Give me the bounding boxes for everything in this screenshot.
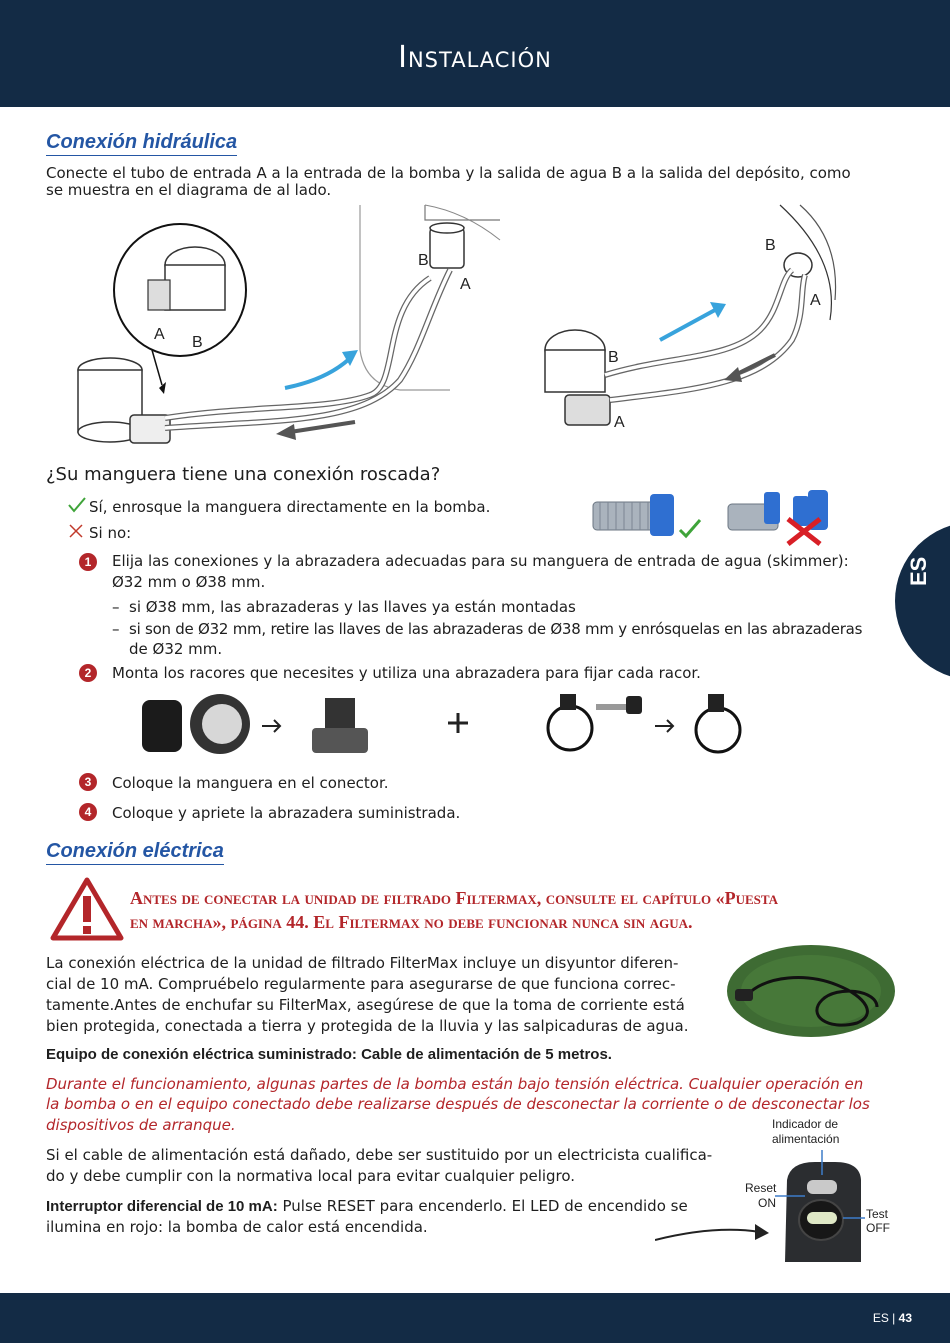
hydraulic-intro-line2: se muestra en el diagrama de al lado. — [46, 181, 332, 199]
step-4-badge: 4 — [79, 803, 97, 821]
caution-line1: Durante el funcionamiento, algunas partes de la bomba están bajo tensión eléctrica. Cualquier operación en — [46, 1075, 864, 1093]
electrical-para-line1: La conexión eléctrica de la unidad de filtrado FilterMax incluye un disyuntor diferen- — [46, 954, 679, 972]
warning-icon — [50, 876, 124, 942]
step-1-badge: 1 — [79, 553, 97, 571]
step-3-text: Coloque la manguera en el conector. — [112, 774, 389, 792]
label-a-right-pump: A — [614, 414, 625, 431]
dash-1-mark: – — [112, 598, 120, 616]
check-icon — [68, 497, 86, 513]
threaded-no: Si no: — [89, 524, 132, 542]
footer-lang: ES — [872, 1311, 889, 1325]
indicator-label-line2: alimentación — [772, 1132, 840, 1146]
hose-connectors-illustration — [588, 484, 838, 554]
threaded-yes: Sí, enrosque la manguera directamente en la bomba. — [89, 498, 491, 516]
dash-2-mark: – — [112, 620, 120, 638]
cross-icon — [68, 523, 84, 539]
step-1-dash1: si Ø38 mm, las abrazaderas y las llaves ya están montadas — [129, 598, 576, 616]
fittings-assembly-illustration — [130, 688, 750, 768]
rcd-bold-label: Interruptor diferencial de 10 mA: — [46, 1198, 278, 1215]
electrical-para-line2: cial de 10 mA. Compruébelo regularmente para asegurarse de que funciona correc- — [46, 975, 676, 993]
footer-bar — [0, 1293, 950, 1343]
step-2-badge: 2 — [79, 664, 97, 682]
threaded-question: ¿Su manguera tiene una conexión roscada? — [46, 464, 441, 485]
footer-page-number: 43 — [898, 1311, 912, 1325]
hydraulic-diagram-right — [530, 200, 850, 440]
label-b-right-pump: B — [608, 349, 619, 366]
power-cable-photo — [727, 945, 895, 1037]
cable-line2: do y debe cumplir con la normativa local para evitar cualquier peligro. — [46, 1167, 576, 1185]
label-b-left: B — [418, 252, 429, 269]
electrical-para-line4: bien protegida, conectada a tierra y protegida de la lluvia y las salpicaduras de agua. — [46, 1017, 689, 1035]
reset-label: Reset — [745, 1181, 777, 1195]
language-side-tab — [895, 522, 950, 680]
hydraulic-intro-line1: Conecte el tubo de entrada A a la entrada de la bomba y la salida de agua B a la salida del depósito, como — [46, 164, 851, 182]
on-label: ON — [758, 1196, 776, 1210]
hydraulic-diagram-left — [70, 200, 510, 450]
step-3-badge: 3 — [79, 773, 97, 791]
indicator-label-line1: Indicador de — [772, 1117, 839, 1131]
page-number — [873, 1311, 912, 1325]
step-1-line1: Elija las conexiones y la abrazadera adecuadas para su manguera de entrada de agua (skimmer): — [112, 552, 849, 570]
rcd-line2: ilumina en rojo: la bomba de calor está encendida. — [46, 1218, 428, 1236]
label-b-zoom: B — [192, 334, 203, 351]
warning-line2: en marcha», página 44. El Filtermax no debe funcionar nunca sin agua. — [130, 912, 693, 932]
step-1-dash2-line2: de Ø32 mm. — [129, 640, 223, 658]
step-4-text: Coloque y apriete la abrazadera suministrada. — [112, 804, 461, 822]
label-b-right-top: B — [765, 237, 776, 254]
caution-line3: dispositivos de arranque. — [46, 1116, 236, 1134]
hydraulic-section-title: Conexión hidráulica — [46, 131, 237, 156]
cable-line1: Si el cable de alimentación está dañado, debe ser sustituido por un electricista cualifica- — [46, 1146, 713, 1164]
electrical-para-line3: tamente.Antes de enchufar su FilterMax, asegúrese de que la toma de corriente está — [46, 996, 685, 1014]
rcd-line1 — [46, 1197, 688, 1216]
step-1-line2: Ø32 mm o Ø38 mm. — [112, 573, 266, 591]
rcd-line1-rest: Pulse RESET para encenderlo. El LED de encendido se — [277, 1197, 688, 1215]
step-2-text: Monta los racores que necesites y utiliza una abrazadera para fijar cada racor. — [112, 664, 701, 682]
electrical-section-title: Conexión eléctrica — [46, 840, 224, 865]
page-title: Instalación — [398, 40, 552, 75]
equipment-supplied: Equipo de conexión eléctrica suministrado: Cable de alimentación de 5 metros. — [46, 1046, 612, 1063]
footer-separator: | — [892, 1311, 896, 1325]
label-a-zoom: A — [154, 326, 165, 343]
step-1-dash2-line1: si son de Ø32 mm, retire las llaves de las abrazaderas de Ø38 mm y enrósquelas en las abrazaderas — [129, 620, 863, 638]
language-side-tab-label: ES — [906, 556, 931, 586]
off-label: OFF — [866, 1221, 890, 1235]
caution-line2: la bomba o en el equipo conectado debe realizarse después de desconectar la corriente o de desconectar los — [46, 1095, 870, 1113]
warning-line1: Antes de conectar la unidad de filtrado Filtermax, consulte el capítulo «Puesta — [130, 888, 778, 908]
test-label: Test — [866, 1207, 889, 1221]
label-a-right-top: A — [810, 292, 821, 309]
label-a-left: A — [460, 276, 471, 293]
